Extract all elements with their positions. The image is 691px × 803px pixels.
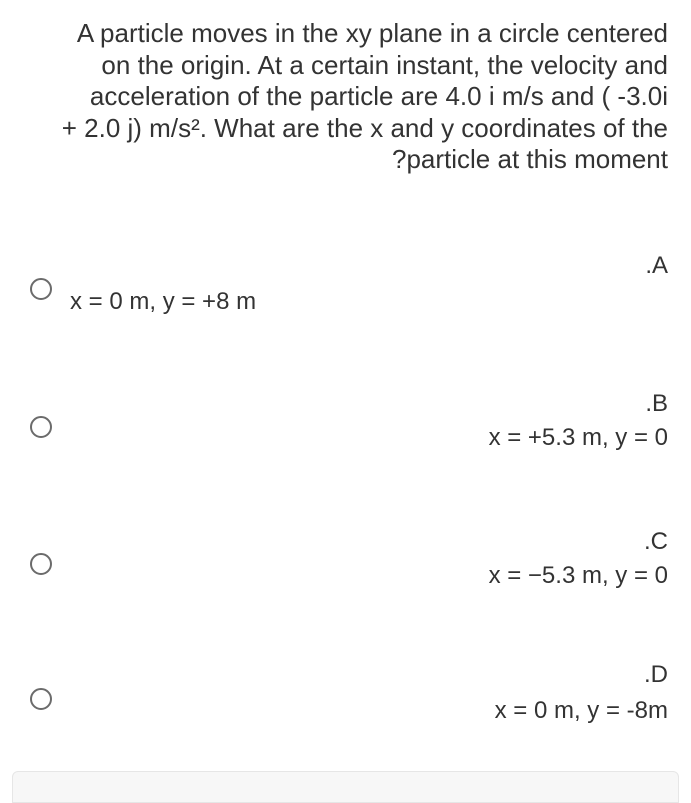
- option-d-letter: .D: [644, 661, 668, 688]
- question-line: acceleration of the particle are 4.0 i m/s and ( -3.0i: [89, 81, 668, 111]
- option-a-letter: .A: [645, 252, 668, 279]
- option-c-radio[interactable]: [30, 553, 52, 575]
- bottom-panel: [12, 771, 679, 803]
- question-line: ?particle at this moment: [391, 144, 668, 174]
- question-text: [20, 18, 668, 176]
- option-a-radio[interactable]: [30, 278, 52, 300]
- option-b-label[interactable]: x = +5.3 m, y = 0: [488, 424, 668, 451]
- option-c-label[interactable]: x = −5.3 m, y = 0: [488, 562, 668, 589]
- question-line: + 2.0 j) m/s². What are the x and y coordinates of the: [61, 112, 668, 143]
- option-d-label[interactable]: x = 0 m, y = -8m: [494, 697, 668, 724]
- question-line: A particle moves in the xy plane in a circle centered: [76, 18, 668, 48]
- option-d-radio[interactable]: [30, 688, 52, 710]
- question-line: on the origin. At a certain instant, the velocity and: [101, 49, 668, 80]
- option-a-label[interactable]: x = 0 m, y = +8 m: [70, 288, 257, 315]
- option-b-radio[interactable]: [30, 416, 52, 438]
- option-c-letter: .C: [644, 528, 668, 555]
- option-b-letter: .B: [645, 390, 668, 417]
